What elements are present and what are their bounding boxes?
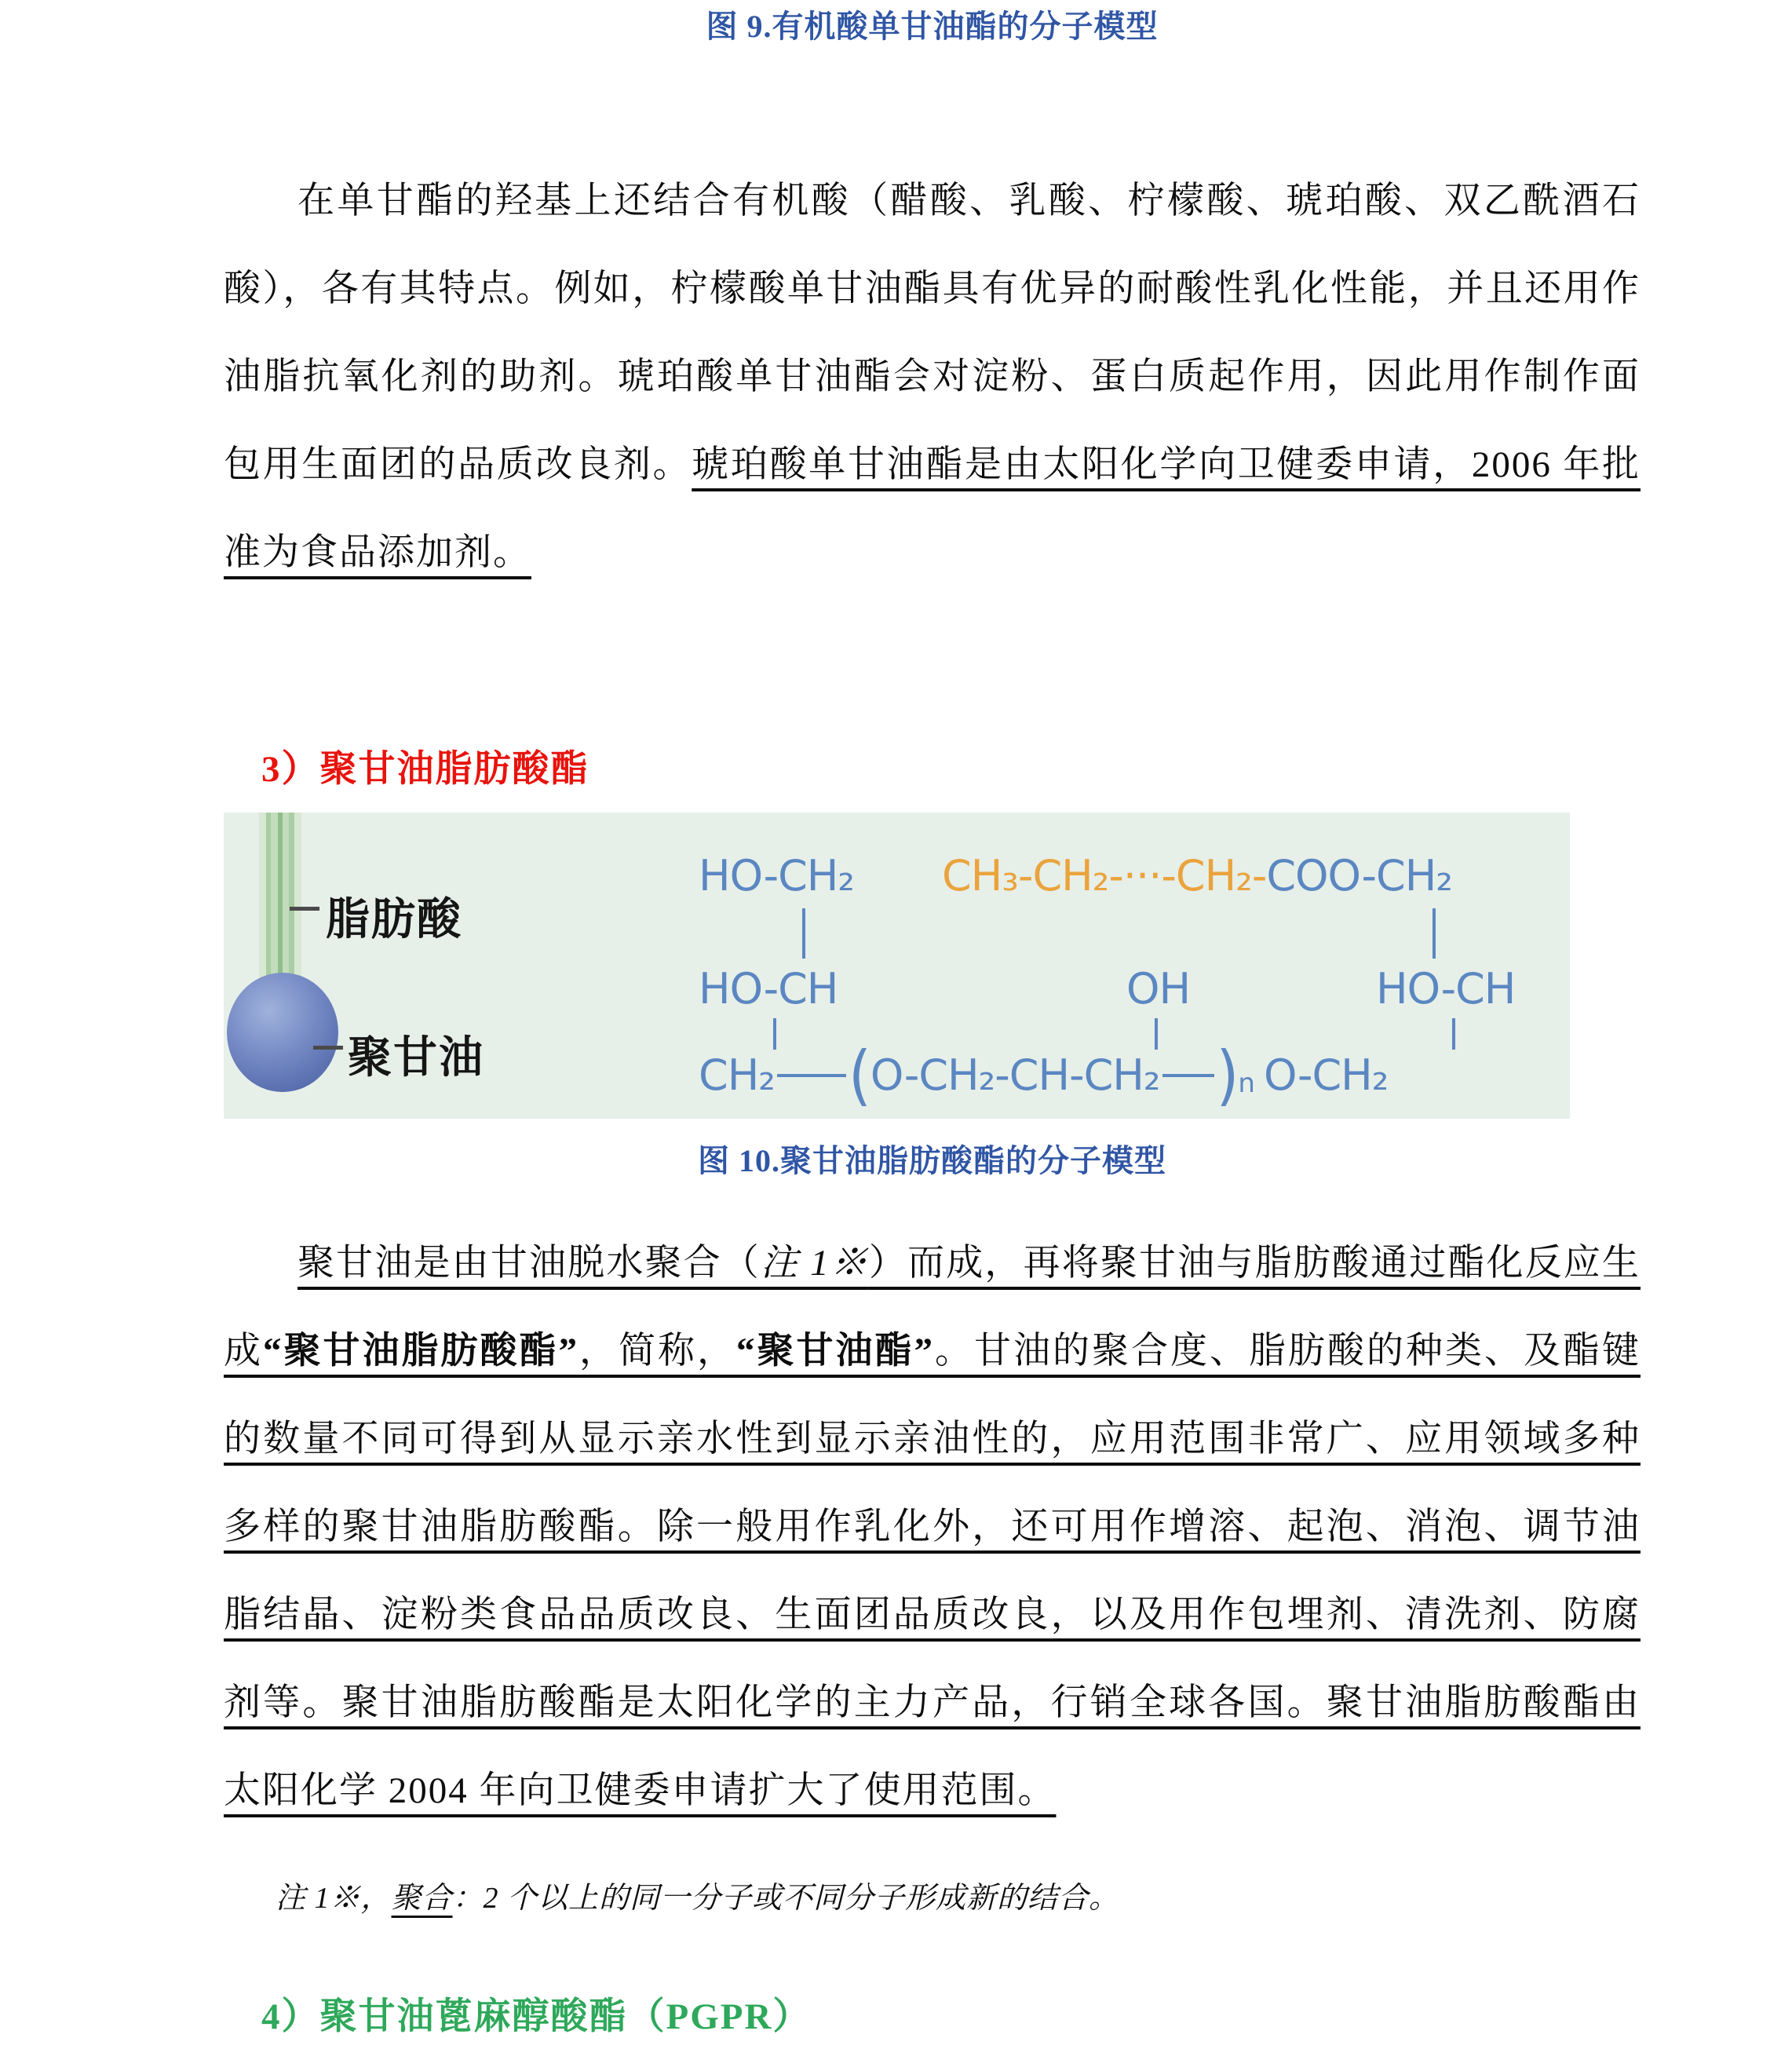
paragraph2-note-ref: 注 1※ [760,1243,869,1284]
figure10-molecular-model [224,813,1570,1119]
polyglycerol-pointer-line [313,1046,343,1050]
footnote [224,1878,1641,1919]
formula-close-paren: ) [1216,1037,1239,1114]
bond-line [777,1074,846,1077]
formula-ho-ch2-top-left: HO-CH₂ [699,851,855,900]
section4-heading: 4）聚甘油蓖麻醇酸酯（PGPR） [261,1996,812,2037]
paragraph2-bold-term1: “聚甘油脂肪酸酯” [263,1331,578,1371]
polyglycerol-label: 聚甘油 [348,1032,484,1082]
formula-bottom-chain [699,1037,1389,1114]
figure10-caption: 图 10.聚甘油脂肪酸酯的分子模型 [698,1143,1166,1178]
formula-ho-ch-right: HO-CH [1376,964,1516,1014]
fatty-acid-stripes-graphic [259,813,301,979]
formula-subscript-n: n [1238,1068,1254,1099]
formula-ho-ch-left: HO-CH [699,964,838,1014]
formula-oh: OH [1126,964,1191,1014]
polyglycerol-sphere-graphic [227,973,338,1092]
footnote-term: 聚合 [391,1882,453,1915]
paragraph2-bold-term2: “聚甘油酯” [736,1331,934,1371]
paragraph2-run4: 。甘油的聚合度、脂肪酸的种类、及酯键的数量不同可得到从显示亲水性到显示亲油性的，应用范围非常广、应用领域多种多样的聚甘油脂肪酸酯。除一般用作乳化外，还可用作增溶、起泡、消泡、调节油脂结晶、淀粉类食品品质改良、生面团品质改良，以及用作包埋剂、清洗剂、防腐剂等。聚甘油脂肪酸酯是太阳化学的主力产品，行销全球各国。聚甘油脂肪酸酯由太阳化学 2004 年向卫健委申请扩大了使用范围。 [224,1331,1641,1811]
paragraph-polyglycerol-esters [224,1219,1641,1835]
fatty-acid-label: 脂肪酸 [326,894,462,944]
footnote-rest: ：2 个以上的同一分子或不同分子形成新的结合。 [452,1882,1120,1915]
bond-vertical [773,1018,776,1050]
formula-repeat-unit: O-CH₂-CH-CH₂ [870,1050,1160,1100]
bond-vertical [802,908,805,959]
formula-fatty-chain [942,853,1452,899]
formula-ch2-bottom-left: CH₂ [699,1050,775,1100]
figure9-caption: 图 9.有机酸单甘油酯的分子模型 [706,9,1159,44]
formula-coo-ch2: COO-CH₂ [1266,851,1452,900]
paragraph2-run3: ，简称， [578,1331,736,1371]
bond-line [1162,1074,1214,1077]
formula-open-paren: ( [848,1037,870,1114]
paragraph2-run1: 聚甘油是由甘油脱水聚合（ [297,1243,761,1284]
paragraph1-underlined-text: 琥珀酸单甘油酯是由太阳化学向卫健委申请，2006 年批准为食品添加剂。 [224,444,1641,573]
paragraph2-run2: ）而成，再将聚甘油与脂肪酸通过酯化反应生成 [224,1243,1641,1371]
paragraph1-text: 在单甘酯的羟基上还结合有机酸（醋酸、乳酸、柠檬酸、琥珀酸、双乙酰酒石酸），各有其特点。例如，柠檬酸单甘油酯具有优异的耐酸性乳化性能，并且还用作油脂抗氧化剂的助剂。琥珀酸单甘油酯会对淀粉、蛋白质起作用，因此用作制作面包用生面团的品质改良剂。 [224,181,1641,485]
footnote-lead: 注 1※， [276,1882,392,1915]
formula-fatty-chain-orange: CH₃-CH₂-···-CH₂- [942,851,1267,900]
bond-vertical [1155,1018,1158,1050]
document-page [0,8,1792,2040]
bond-vertical [1433,908,1436,959]
paragraph-organic-acid-monoglycerides [224,157,1641,597]
section3-heading: 3）聚甘油脂肪酸酯 [261,749,589,790]
formula-o-ch2-end: O-CH₂ [1263,1050,1389,1100]
bond-vertical [1452,1018,1455,1050]
fatty-acid-pointer-line [290,907,319,911]
